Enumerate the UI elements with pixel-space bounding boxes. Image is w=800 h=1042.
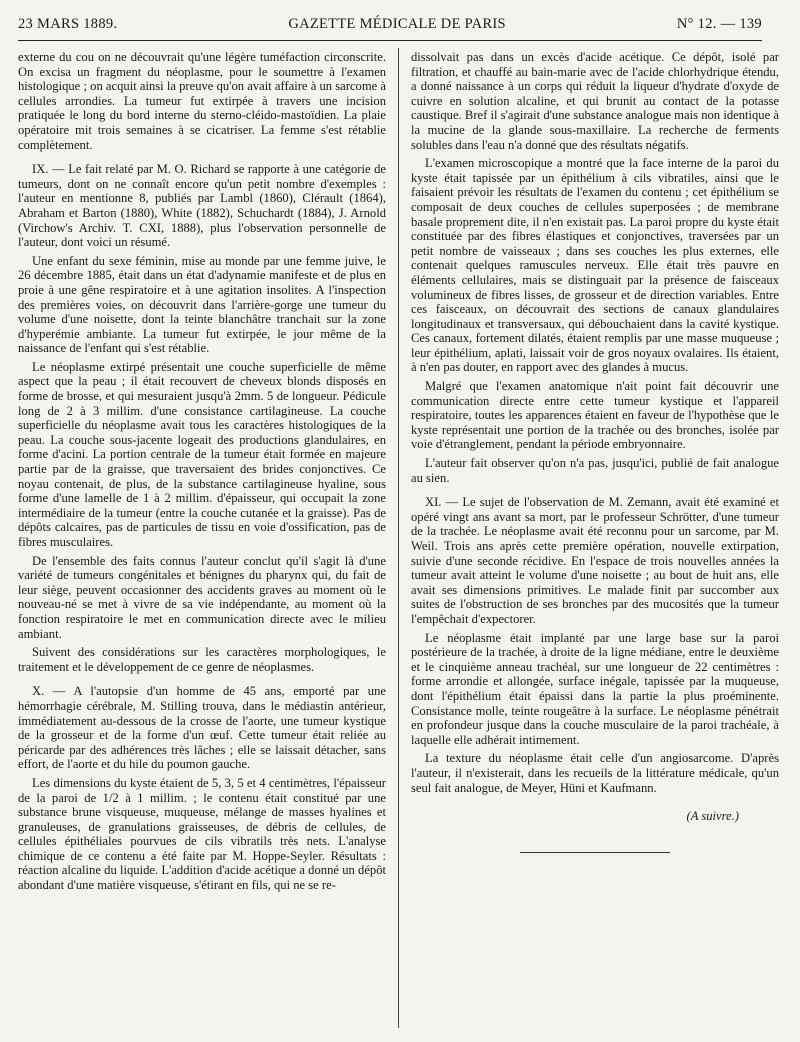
end-rule bbox=[520, 852, 670, 853]
header-rule bbox=[18, 40, 762, 41]
paragraph: Une enfant du sexe féminin, mise au monde par une femme juive, le 26 décembre 1885, était dans un état d'adynamie manifeste et de plus en proie à une gêne respiratoire et à une agitation insolites. A l'inspection des premières voies, on découvrit dans l'arrière-gorge une tumeur du volume d'une noisette, dont la teinte blanchâtre tranchait sur la zone d'hyperémie ambiante. La tumeur fut extirpée, le jour même de la naissance de l'enfant qui s'est rétablie. bbox=[18, 253, 386, 356]
paragraph: IX. — Le fait relaté par M. O. Richard se rapporte à une catégorie de tumeurs, dont on ne connaît encore qu'un petit nombre d'exemples : l'auteur en mentionne 8, publiés par Lambl (1860), Clérault (1864), Abraham et Barton (1880), White (1882), Schuchardt (1884), J. Arnold (Virchow's Archiv. T. CXI, 1888), plus l'observation personnelle de l'auteur, dont voici un résumé. bbox=[18, 162, 386, 250]
to-be-continued: (A suivre.) bbox=[686, 809, 739, 824]
right-column bbox=[411, 50, 779, 853]
paragraph: XI. — Le sujet de l'observation de M. Zemann, avait été examiné et opéré vingt ans avant sa mort, par le professeur Schrötter, d'une tumeur de la trachée. Le néoplasme avait été reconnu pour un sarcome, par M. Weil. Trois ans après cette première opération, nouvelle extirpation, suivie d'une seconde récidive. En l'espace de trois nouvelles années la tumeur avait atteint le volume d'une noisette ; au bout de huit ans, elle avait ses dimensions primitives. Le malade finit par succomber aux suites de l'obstruction de ses bronches par des mucosités que la tumeur l'empêchait d'expectorer. bbox=[411, 495, 779, 626]
header-page-number: N° 12. — 139 bbox=[676, 16, 762, 32]
paragraph: Les dimensions du kyste étaient de 5, 3, 5 et 4 centimètres, l'épaisseur de la paroi de 1/2 à 1 millim. ; le contenu était constitué par une substance brune visqueuse, muqueuse, mélange de masses hyalines et granuleuses, de granulations graisseuses, de débris de cellules, de cellules épithéliales pourvues de cils vibratils très nets. L'analyse chimique de ce contenu a été faite par M. Hoppe-Seyler. Résultats : réaction alcaline du liquide. L'addition d'acide acétique a donné un dépôt abondant d'une matière visqueuse, s'étirant en fils, qui ne se re- bbox=[18, 775, 386, 893]
paragraph: externe du cou on ne découvrait qu'une légère tuméfaction circonscrite. On excisa un fragment du néoplasme, pour le soumettre à l'examen histologique ; on acquit ainsi la preuve qu'on avait affaire à un sarcome à cellules arrondies. La tumeur fut extirpée à travers une incision pratiquée le long du bord interne du sterno-cléido-mastoïdien. La plaie opératoire mit trois semaines à se cicatriser. La femme s'est rétablie complètement. bbox=[18, 50, 386, 152]
column-divider bbox=[398, 48, 399, 1028]
paragraph: X. — A l'autopsie d'un homme de 45 ans, emporté par une hémorrhagie cérébrale, M. Stilling trouva, dans le médiastin antérieur, immédiatement au-dessous de la crosse de l'aorte, une tumeur kystique de la grosseur et de la forme d'un œuf. Cette tumeur était reliée au péricarde par des adhérences très lâches ; elle se laissait détacher, sans effort, de l'aorte et du hile du poumon gauche. bbox=[18, 684, 386, 772]
header-journal-title: GAZETTE MÉDICALE DE PARIS bbox=[288, 16, 506, 32]
paragraph: L'examen microscopique a montré que la face interne de la paroi du kyste était tapissée par un épithélium à cils vibratiles, ainsi que le faisaient prévoir les résultats de l'examen du contenu ; cet épithélium se composait de deux couches de cellules superposées ; de membrane basale proprement dite, il n'en existait pas. La paroi propre du kyste était constituée par des fibres élastiques et conjonctives, traversées par un petit nombre de vaisseaux ; dans ses couches les plus externes, elle contenait quelques ramuscules nerveux. Elle était très pauvre en éléments cellulaires, mais se distinguait par la présence de faisceaux volumineux de fibres lisses, de grosseur et de direction variables. Entre ces faisceaux, on découvrait des sections de canaux glandulaires longitudinaux et transversaux, qui débouchaient dans la cavité kystique. Ces canaux, fortement dilatés, étaient remplis par une masse muqueuse ; leur épithélium, aplati, laissait voir de gros noyaux ovalaires. Ils étaient, à n'en pas douter, en rapport avec des glandes à mucus. bbox=[411, 156, 779, 375]
paragraph: Le néoplasme extirpé présentait une couche superficielle de même aspect que la peau ; il était recouvert de cheveux blonds disposés en forme de brosse, et qui mesuraient jusqu'à 2mm. 5 de longueur. Pédicule long de 2 à 3 millim. d'une consistance cartilagineuse. La couche superficielle du néoplasme avait tous les caractères histologiques de la peau. La couche sous-jacente logeait des productions glandulaires, en forme d'acini. La portion centrale de la tumeur était formée en majeure partie par de la graisse, que traversaient des brides conjonctives. Ce noyau contenait, de plus, de la substance cartilagineuse hyaline, sous forme d'une lamelle de 1 à 2 millim. d'épaisseur, qui occupait la zone intermédiaire de la tumeur (entre la couche cutanée et la graisse). Pas de dépôts calcaires, pas de particules de tissu en voie d'ossification, pas de fibres musculaires. bbox=[18, 359, 386, 549]
paragraph: La texture du néoplasme était celle d'un angiosarcome. D'après l'auteur, il n'existerait, dans les recueils de la littérature médicale, qu'un seul fait analogue, de Meyer, Hüni et Kaufmann. bbox=[411, 751, 779, 795]
paragraph: dissolvait pas dans un excès d'acide acétique. Ce dépôt, isolé par filtration, et chauffé au bain-marie avec de l'acide chlorhydrique étendu, a donné naissance à un corps qui réduit la liqueur d'hydrate d'oxyde de cuivre en solution alcaline, et qui brunit au contact de la potasse caustique. Bref il s'agirait d'une substance analogue mais non identique à la mucine de la glande sous-maxillaire. La recherche de ferments solubles dans l'eau n'a donné que des résultats négatifs. bbox=[411, 50, 779, 152]
paragraph: L'auteur fait observer qu'on n'a pas, jusqu'ici, publié de fait analogue au sien. bbox=[411, 456, 779, 485]
left-column bbox=[18, 50, 386, 897]
paragraph: Le néoplasme était implanté par une large base sur la paroi postérieure de la trachée, à droite de la ligne médiane, entre le deuxième et le cinquième anneau trachéal, sur une longueur de 22 centimètres : forme arrondie et allongée, surface inégale, tapissée par la muqueuse, dont l'épithélium était épaissi dans la partie la plus proéminente. Consistance molle, teinte rougeâtre à la surface. Le néoplasme pénétrait en profondeur jusque dans la couche musculaire de la paroi trachéale, à laquelle elle adhérait intimement. bbox=[411, 630, 779, 747]
paragraph: Suivent des considérations sur les caractères morphologiques, le traitement et le développement de ce genre de néoplasmes. bbox=[18, 645, 386, 674]
page-header bbox=[18, 16, 762, 38]
header-date: 23 MARS 1889. bbox=[18, 16, 118, 32]
paragraph: De l'ensemble des faits connus l'auteur conclut qu'il s'agit là d'une variété de tumeurs congénitales et bénignes du pharynx qui, du fait de leur siège, peuvent occasionner des accidents graves au moment où le nouveau-né se met à vivre de sa vie indépendante, au moment où la fonction respiratoire le met en communication directe avec le milieu ambiant. bbox=[18, 553, 386, 641]
paragraph: Malgré que l'examen anatomique n'ait point fait découvrir une communication directe entre cette tumeur kystique et l'appareil respiratoire, toutes les apparences étaient en faveur de l'hypothèse que le kyste représentait une portion de la trachée ou des bronches, isolée par voie d'étranglement, pendant la période embryonnaire. bbox=[411, 379, 779, 452]
